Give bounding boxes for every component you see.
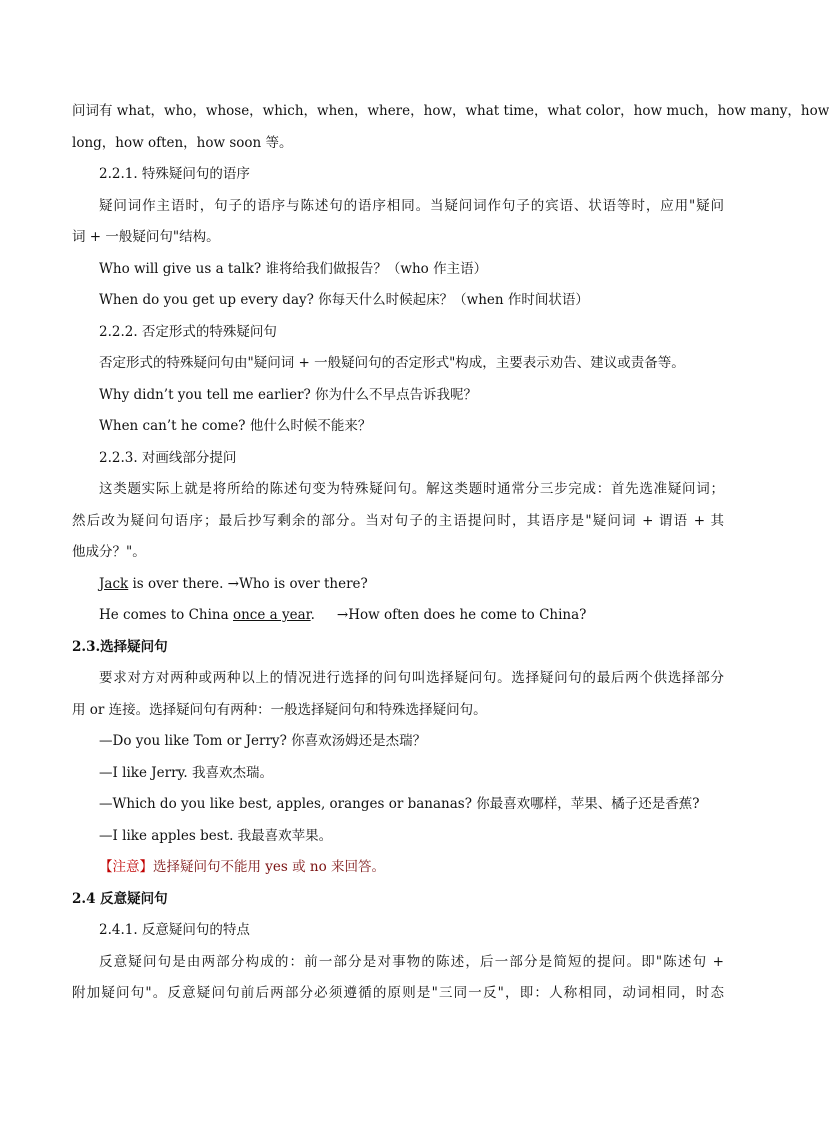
section-heading: 2.3.选择疑问句 — [72, 638, 168, 655]
example-sentence: —Do you like Tom or Jerry? 你喜欢汤姆还是杰瑞？ — [99, 733, 427, 749]
paragraph-line: 问词有 what，who，whose，which，when，where，how，what time，what color，how much，how many，how — [72, 103, 829, 119]
subsection-heading: 2.2.1. 特殊疑问句的语序 — [99, 166, 250, 182]
example-sentence: When do you get up every day? 你每天什么时候起床？（when 作时间状语） — [99, 292, 589, 308]
paragraph-line: 用 or 连接。选择疑问句有两种：一般选择疑问句和特殊选择疑问句。 — [72, 701, 487, 718]
paragraph-line: 疑问词作主语时，句子的语序与陈述句的语序相同。当疑问词作句子的宾语、状语等时，应用"疑问 — [99, 197, 724, 214]
section-heading: 2.4 反意疑问句 — [72, 890, 168, 907]
paragraph-line: 这类题实际上就是将所给的陈述句变为特殊疑问句。解这类题时通常分三步完成：首先选准疑问词； — [99, 481, 724, 497]
note-label: 【注意】 — [99, 859, 153, 875]
paragraph-line: 词 + 一般疑问句"结构。 — [72, 229, 220, 245]
underlined-part: once a year — [232, 607, 311, 623]
example-text: . — [310, 607, 315, 623]
example-sentence: Who will give us a talk? 谁将给我们做报告？（who 作主语） — [99, 260, 488, 277]
paragraph-line: 要求对方对两种或两种以上的情况进行选择的问句叫选择疑问句。选择疑问句的最后两个供选择部分 — [99, 670, 724, 686]
example-sentence: Why didn’t you tell me earlier? 你为什么不早点告诉我呢？ — [99, 386, 478, 403]
paragraph-line: 他成分？"。 — [72, 544, 146, 560]
paragraph-line: 否定形式的特殊疑问句由"疑问词 + 一般疑问句的否定形式"构成，主要表示劝告、建议或责备等。 — [99, 355, 685, 371]
example-text: He comes to China — [99, 607, 233, 623]
document-page — [72, 96, 829, 1010]
subsection-heading: 2.4.1. 反意疑问句的特点 — [99, 922, 250, 938]
subsection-heading: 2.2.3. 对画线部分提问 — [99, 449, 237, 466]
example-sentence: —Which do you like best, apples, oranges or bananas? 你最喜欢哪样，苹果、橘子还是香蕉? — [99, 796, 700, 812]
paragraph-line: long，how often，how soon 等。 — [72, 134, 293, 151]
example-answer: →How often does he come to China? — [336, 607, 587, 623]
example-sentence: When can’t he come? 他什么时候不能来？ — [99, 418, 372, 434]
paragraph-line: 附加疑问句"。反意疑问句前后两部分必须遵循的原则是"三同一反"，即：人称相同，动词相同，时态 — [72, 985, 724, 1001]
note-text: 选择疑问句不能用 yes 或 no 来回答。 — [153, 859, 386, 875]
paragraph-line: 反意疑问句是由两部分构成的：前一部分是对事物的陈述，后一部分是简短的提问。即"陈述句 + — [99, 953, 724, 970]
paragraph-line: 然后改为疑问句语序；最后抄写剩余的部分。当对句子的主语提问时，其语序是"疑问词 + 谓语 + 其 — [72, 512, 724, 529]
underlined-part: Jack — [99, 575, 129, 592]
subsection-heading: 2.2.2. 否定形式的特殊疑问句 — [99, 323, 277, 340]
example-sentence: —I like apples best. 我最喜欢苹果。 — [99, 827, 333, 844]
example-sentence: —I like Jerry. 我喜欢杰瑞。 — [99, 764, 273, 781]
example-text: is over there. →Who is over there? — [128, 575, 368, 592]
example-sentence — [72, 600, 724, 632]
note — [72, 852, 724, 884]
example-sentence — [72, 569, 724, 601]
